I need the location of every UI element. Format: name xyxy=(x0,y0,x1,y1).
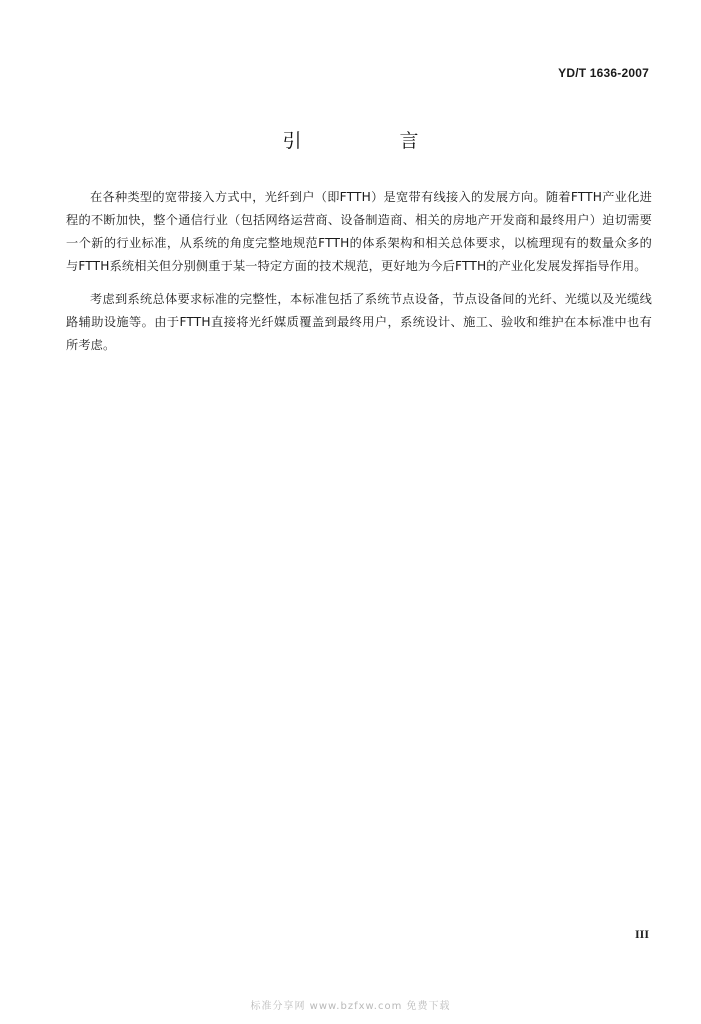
paragraph-2: 考虑到系统总体要求标准的完整性，本标准包括了系统节点设备，节点设备间的光纤、光缆以及光缆线路辅助设施等。由于FTTH直接将光纤媒质覆盖到最终用户，系统设计、施工、验收和维护在本标准中也有所考虑。 xyxy=(66,292,652,352)
paragraph-1: 在各种类型的宽带接入方式中，光纤到户（即FTTH）是宽带有线接入的发展方向。随着FTTH产业化进程的不断加快，整个通信行业（包括网络运营商、设备制造商、相关的房地产开发商和最终用户）迫切需要一个新的行业标准，从系统的角度完整地规范FTTH的体系架构和相关总体要求，以梳理现有的数量众多的与FTTH系统相关但分别侧重于某一特定方面的技术规范，更好地为今后FTTH的产业化发展发挥指导作用。 xyxy=(66,190,652,273)
standard-code: YD/T 1636-2007 xyxy=(558,66,649,80)
page-title: 引 言 xyxy=(282,130,465,152)
page-number: III xyxy=(634,927,649,941)
watermark: 标准分享网 www.bzfxw.com 免费下载 xyxy=(250,1001,451,1012)
body-text xyxy=(66,186,652,367)
